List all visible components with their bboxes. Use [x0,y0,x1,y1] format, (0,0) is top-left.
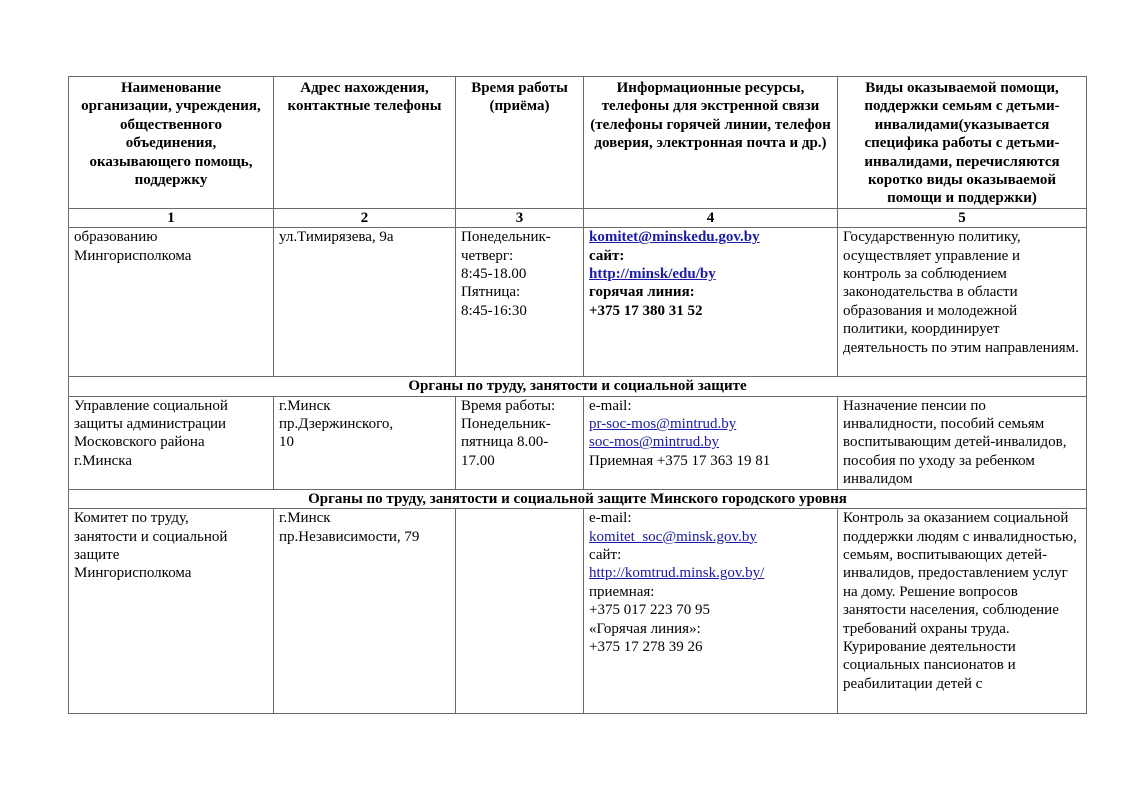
header-hours: Время работы (приёма) [456,77,584,209]
hours-line: Время работы: [461,397,556,414]
section-title: Органы по труду, занятости и социальной защите Минского городского уровня [69,489,1087,508]
hours-line: пятница 8.00- [461,434,549,451]
column-number: 2 [274,208,456,227]
email-label: e-mail: [589,510,632,527]
org-line: образованию [74,229,158,246]
column-number: 5 [838,208,1087,227]
header-help-types: Виды оказываемой помощи, поддержки семьям с детьми-инвалидами(указывается специфика работы с детьми-инвалидами, перечисляются коротко виды оказываемой помощи и поддержки) [838,77,1087,209]
section-title: Органы по труду, занятости и социальной защите [69,377,1087,396]
org-line: Московского района [74,434,205,451]
org-line: защите [74,546,120,563]
email-link[interactable]: pr-soc-mos@mintrud.by [589,416,737,433]
column-number: 1 [69,208,274,227]
hours-line: 8:45-16:30 [461,302,527,319]
hours-line: 17.00 [461,452,495,469]
header-resources: Информационные ресурсы, телефоны для экстренной связи (телефоны горячей линии, телефон доверия, электронная почта и др.) [584,77,838,209]
address-cell [274,396,456,489]
section-header-row [69,377,1087,396]
reception-phone: +375 017 223 70 95 [589,602,710,619]
address-line: ул.Тимирязева, 9а [279,229,394,246]
hotline-phone: +375 17 380 31 52 [589,302,703,319]
hours-line: Понедельник- [461,416,551,433]
table-row [69,396,1087,489]
org-line: Управление социальной [74,397,228,414]
org-line: Мингорисполкома [74,247,192,264]
address-line: пр.Независимости, 79 [279,528,420,545]
email-link[interactable]: komitet_soc@minsk.gov.by [589,528,757,545]
org-cell [69,396,274,489]
address-line: г.Минск [279,510,331,527]
address-cell [274,509,456,714]
org-cell [69,228,274,377]
org-line: занятости и социальной [74,528,228,545]
hotline-phone: +375 17 278 39 26 [589,638,703,655]
email-link[interactable]: komitet@minskedu.gov.by [589,229,760,246]
address-line: г.Минск [279,397,331,414]
hotline-label: «Горячая линия»: [589,620,701,637]
address-line: пр.Дзержинского, [279,416,394,433]
hours-line: 8:45-18.00 [461,266,527,283]
org-cell [69,509,274,714]
resources-cell [584,509,838,714]
email-label: e-mail: [589,397,632,414]
header-organization: Наименование организации, учреждения, общественного объединения, оказывающего помощь, поддержку [69,77,274,209]
org-line: Комитет по труду, [74,510,189,527]
column-number-row [69,208,1087,227]
column-number: 4 [584,208,838,227]
table-row [69,509,1087,714]
hours-cell [456,509,584,714]
support-organizations-table [68,76,1087,714]
reception-label: приемная: [589,583,655,600]
org-line: г.Минска [74,452,132,469]
hours-cell [456,228,584,377]
help-cell: Назначение пенсии по инвалидности, пособий семьям воспитывающим детей-инвалидов, пособия по уходу за ребенком инвалидом [838,396,1087,489]
resources-cell [584,396,838,489]
help-cell: Государственную политику, осуществляет управление и контроль за соблюдением законодательства в области образования и молодежной политики, координирует деятельность по этим направлениям. [838,228,1087,377]
org-line: Мингорисполкома [74,565,192,582]
header-address: Адрес нахождения, контактные телефоны [274,77,456,209]
hotline-label: горячая линия: [589,284,695,301]
site-label: сайт: [589,247,625,264]
site-link[interactable]: http://minsk/edu/by [589,266,716,283]
hours-line: четверг: [461,247,514,264]
header-row [69,77,1087,209]
site-label: сайт: [589,546,622,563]
section-header-row [69,489,1087,508]
table-row [69,228,1087,377]
org-line: защиты администрации [74,416,227,433]
column-number: 3 [456,208,584,227]
email-link[interactable]: soc-mos@mintrud.by [589,434,720,451]
help-cell: Контроль за оказанием социальной поддержки людям с инвалидностью, семьям, воспитывающих детей-инвалидов, предоставлением услуг на дому. Решение вопросов занятости населения, соблюдение требований охраны труда. Курирование деятельности социальных пансионатов и реабилитации детей с [838,509,1087,714]
hours-line: Пятница: [461,284,521,301]
site-link[interactable]: http://komtrud.minsk.gov.by/ [589,565,765,582]
hours-line: Понедельник- [461,229,551,246]
hours-cell [456,396,584,489]
resources-cell [584,228,838,377]
address-line: 10 [279,434,294,451]
reception-phone: Приемная +375 17 363 19 81 [589,452,771,469]
address-cell [274,228,456,377]
